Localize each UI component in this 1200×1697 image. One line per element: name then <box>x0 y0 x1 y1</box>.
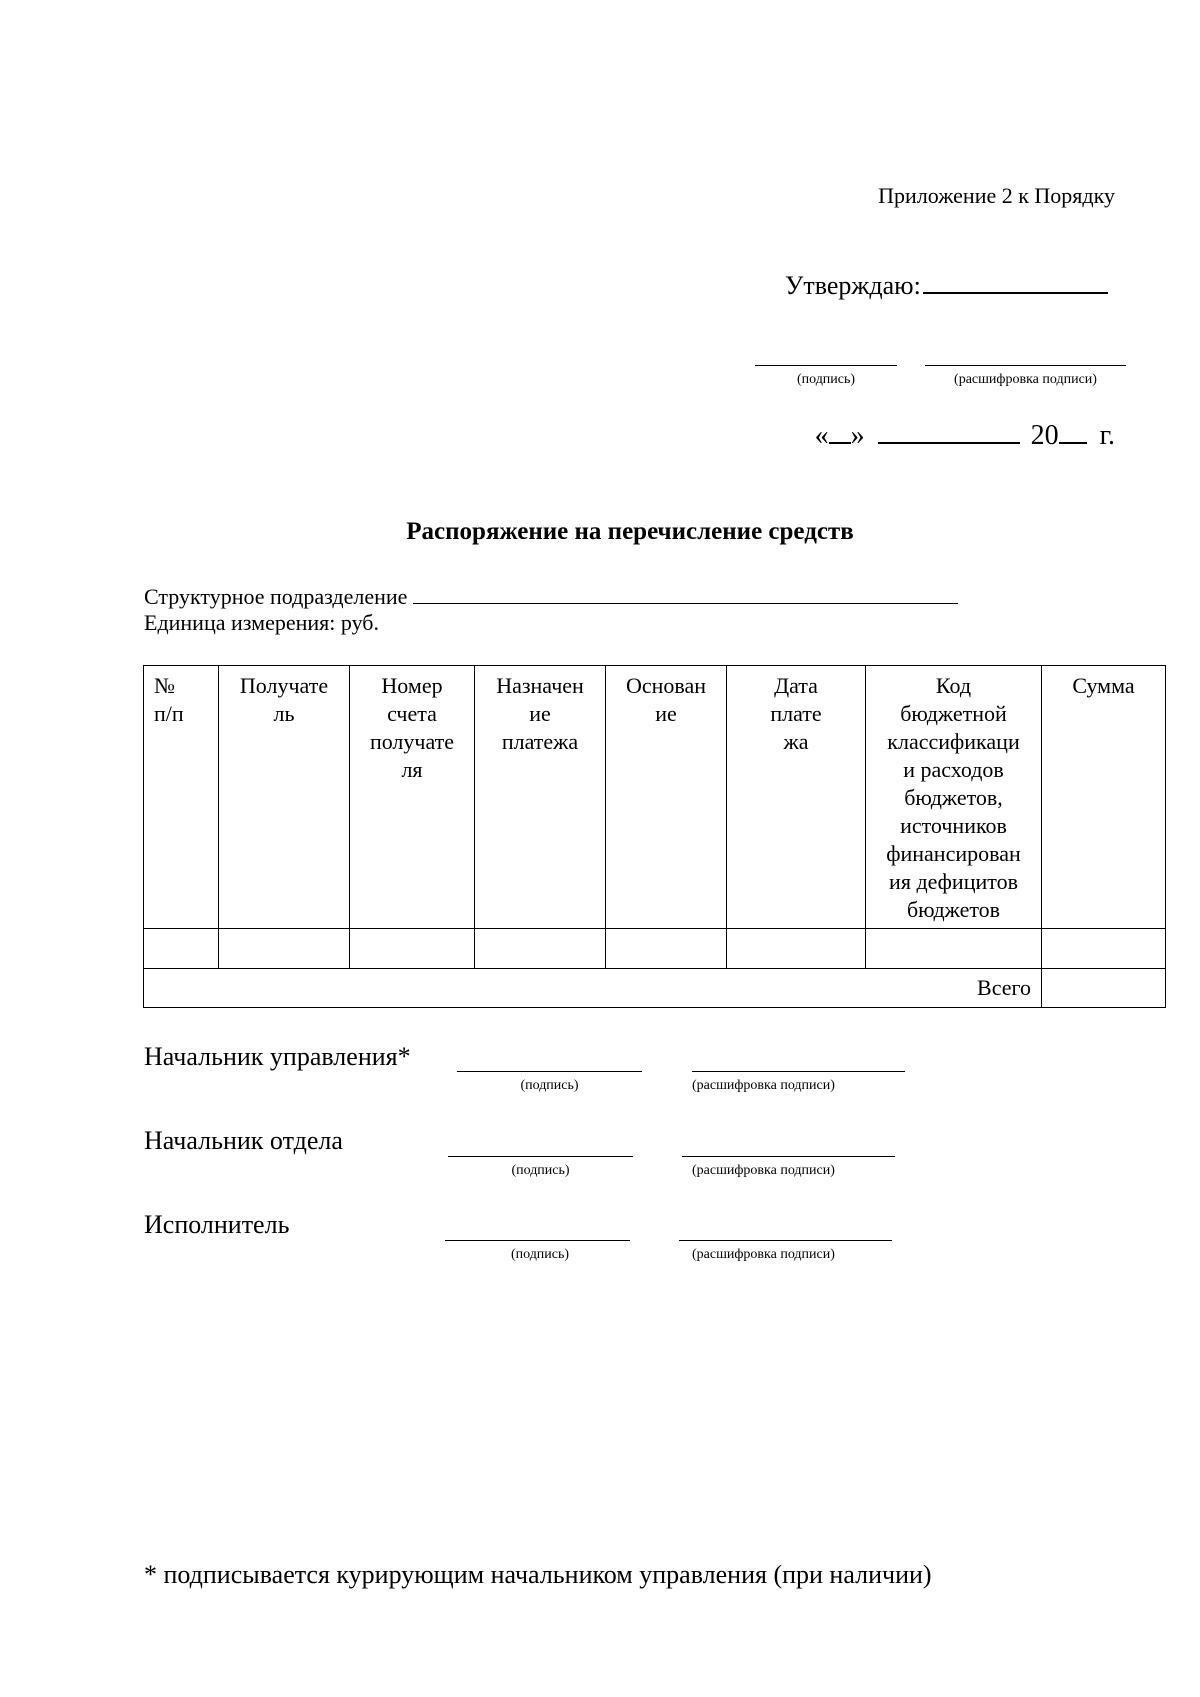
date-close-quote: » <box>850 420 865 451</box>
header-number: № п/п <box>144 666 219 929</box>
year-input-line[interactable] <box>1059 418 1087 444</box>
division-input-line[interactable] <box>413 583 958 604</box>
header-purpose: Назначен ие платежа <box>475 666 606 929</box>
year-suffix: г. <box>1099 420 1115 451</box>
head-of-section-decode-line[interactable] <box>682 1156 895 1157</box>
year-prefix: 20 <box>1030 420 1059 451</box>
cell-amount[interactable] <box>1042 929 1166 969</box>
approval-date <box>815 418 1115 452</box>
head-of-department-decode-caption: (расшифровка подписи) <box>692 1078 835 1093</box>
month-input-line[interactable] <box>878 418 1020 444</box>
executor-signature-caption: (подпись) <box>510 1247 570 1262</box>
header-basis: Основан ие <box>606 666 727 929</box>
head-of-department-decode-line[interactable] <box>692 1071 905 1072</box>
head-of-section-decode-caption: (расшифровка подписи) <box>692 1163 835 1178</box>
unit-label: Единица измерения: руб. <box>144 610 379 635</box>
head-of-department-label: Начальник управления* <box>144 1042 411 1071</box>
division-field <box>144 583 958 610</box>
cell-budget-code[interactable] <box>866 929 1042 969</box>
document-title: Распоряжение на перечисление средств <box>406 518 854 545</box>
table-header-row <box>144 666 1166 929</box>
table-row <box>144 929 1166 969</box>
executor-signature-line[interactable] <box>445 1240 630 1241</box>
executor-decode-caption: (расшифровка подписи) <box>692 1247 835 1262</box>
cell-account[interactable] <box>350 929 475 969</box>
total-amount-cell[interactable] <box>1042 969 1166 1008</box>
division-label: Структурное подразделение <box>144 584 408 609</box>
header-account: Номер счета получате ля <box>350 666 475 929</box>
total-label: Всего <box>144 969 1042 1008</box>
payments-table <box>143 665 1166 1008</box>
head-of-section-label: Начальник отдела <box>144 1126 343 1155</box>
executor-decode-line[interactable] <box>679 1240 892 1241</box>
head-of-section-signature-caption: (подпись) <box>511 1163 570 1178</box>
approve-input-line[interactable] <box>923 268 1108 294</box>
approver-decode-caption: (расшифровка подписи) <box>954 372 1097 387</box>
executor-label: Исполнитель <box>144 1210 290 1239</box>
footnote: * подписывается курирующим начальником управления (при наличии) <box>144 1560 932 1589</box>
header-date: Дата плате жа <box>727 666 866 929</box>
cell-purpose[interactable] <box>475 929 606 969</box>
appendix-reference: Приложение 2 к Порядку <box>878 183 1115 208</box>
approve-label: Утверждаю: <box>785 271 921 300</box>
head-of-department-signature-caption: (подпись) <box>520 1078 579 1093</box>
approver-signature-line[interactable] <box>755 365 897 366</box>
header-budget-code: Код бюджетной классификаци и расходов бюджетов, источников финансирован ия дефицитов бюджетов <box>866 666 1042 929</box>
day-input-line[interactable] <box>829 418 851 444</box>
cell-recipient[interactable] <box>219 929 350 969</box>
approver-decode-line[interactable] <box>925 365 1126 366</box>
cell-date[interactable] <box>727 929 866 969</box>
cell-number[interactable] <box>144 929 219 969</box>
approver-signature-caption: (подпись) <box>796 372 856 387</box>
cell-basis[interactable] <box>606 929 727 969</box>
head-of-department-signature-line[interactable] <box>457 1071 642 1072</box>
approve-block <box>785 268 1108 301</box>
header-amount: Сумма <box>1042 666 1166 929</box>
header-recipient: Получате ль <box>219 666 350 929</box>
total-row <box>144 969 1166 1008</box>
head-of-section-signature-line[interactable] <box>448 1156 633 1157</box>
date-open-quote: « <box>814 420 829 451</box>
